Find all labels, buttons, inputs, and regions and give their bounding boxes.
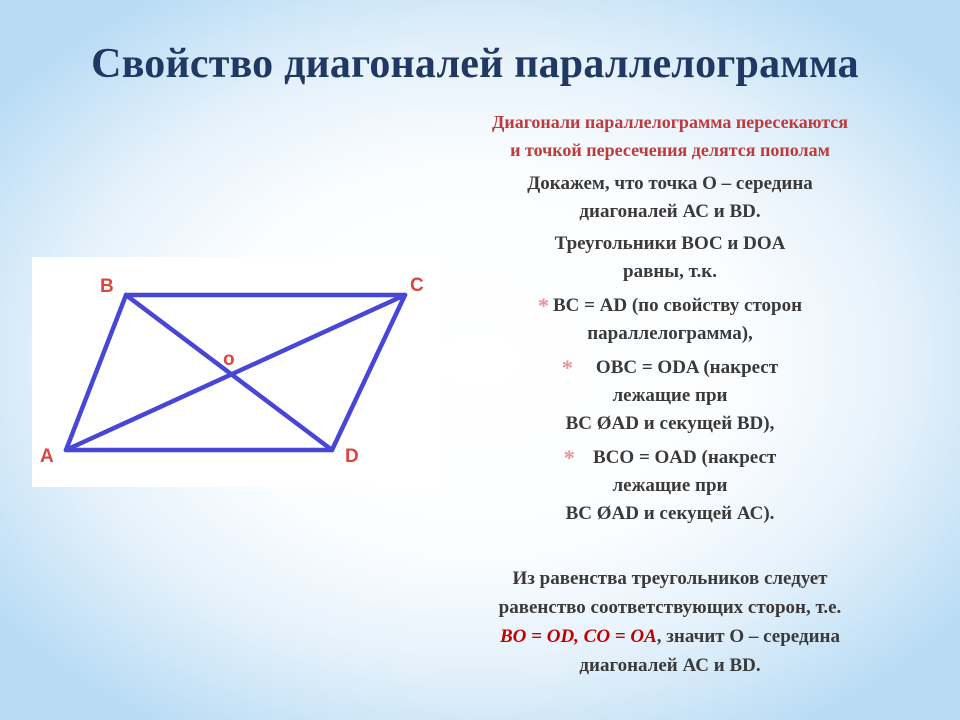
asterisk-bullet-icon: * (563, 445, 575, 470)
proof-line: параллелограмма), (587, 323, 753, 344)
bullet-line (430, 442, 910, 472)
parallelogram-svg (32, 257, 442, 487)
conclusion-line: диагоналей АС и BD. (579, 655, 761, 676)
bullet-text: ВС = AD (по свойству сторон (552, 295, 803, 316)
text-column (430, 108, 910, 680)
theorem-line: и точкой пересечения делятся пополам (510, 140, 830, 160)
proof-line: равны, т.к. (623, 261, 717, 282)
proof-intro (430, 170, 910, 226)
diagonal-bd (126, 295, 332, 450)
vertex-label-d: D (345, 446, 359, 467)
vertex-label-a: A (40, 446, 54, 467)
asterisk-bullet-icon: * (537, 293, 549, 318)
slide-title: Свойство диагоналей параллелограмма (91, 41, 859, 87)
proof-triangles (430, 230, 910, 286)
conclusion-rest: , значит О – середина (656, 626, 840, 647)
proof-bullet-2 (430, 352, 910, 438)
conclusion-line: равенство соответствующих сторон, т.е. (498, 597, 842, 618)
conclusion-highlight: BO = OD, CO = OA (500, 626, 657, 647)
theorem-line: Диагонали параллелограмма пересекаются (491, 112, 849, 132)
bullet-line (430, 290, 910, 320)
proof-line: ВС ØAD и секущей BD), (565, 413, 775, 434)
conclusion-line: Из равенства треугольников следует (512, 568, 828, 589)
bullet-line (430, 352, 910, 382)
point-label-o: o (223, 349, 235, 370)
proof-bullet-3 (430, 442, 910, 528)
vertex-label-b: B (100, 276, 114, 297)
proof-line: BC ØAD и секущей АС). (565, 503, 775, 524)
proof-bullet-1 (430, 290, 910, 348)
parallelogram-diagram (32, 257, 442, 487)
proof-line: Треугольники ВОС и DOA (554, 233, 786, 254)
proof-line: Докажем, что точка О – середина (527, 173, 813, 194)
bullet-text: OBC = ODA (накрест (595, 357, 779, 378)
conclusion-line (430, 622, 910, 651)
proof-line: лежащие при (612, 475, 728, 496)
conclusion (430, 564, 910, 680)
proof-line: диагоналей АС и BD. (579, 201, 761, 222)
vertex-label-c: C (410, 275, 424, 296)
side-cd (332, 295, 405, 450)
bullet-text: BCO = OAD (накрест (593, 447, 777, 468)
asterisk-bullet-icon: * (561, 355, 573, 380)
proof-line: лежащие при (612, 385, 728, 406)
theorem-statement (430, 108, 910, 164)
